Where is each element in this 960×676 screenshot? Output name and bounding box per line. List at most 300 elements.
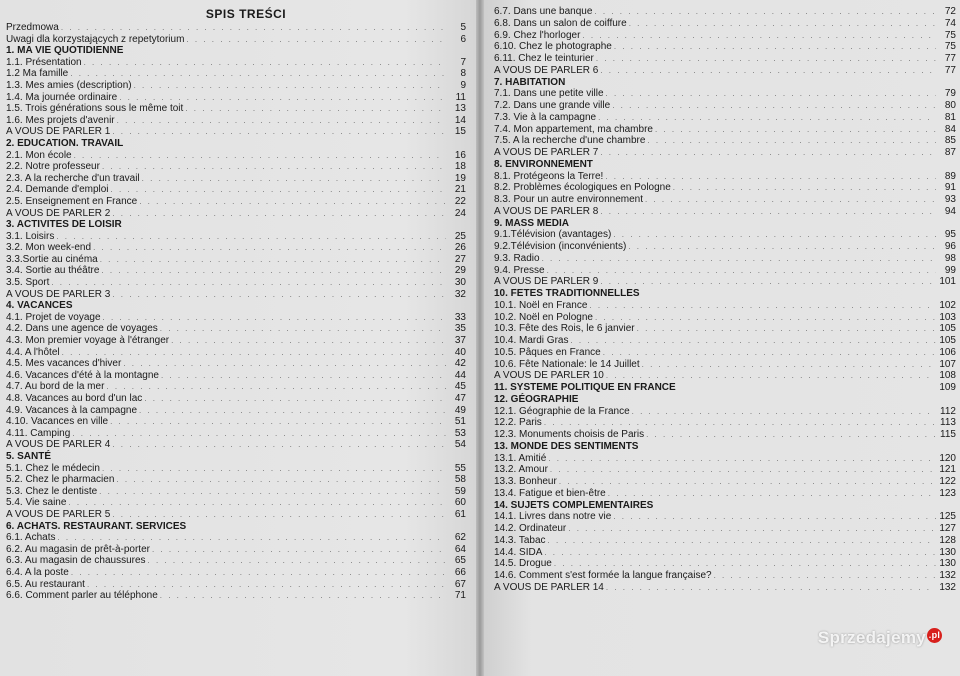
toc-entry-title: 14.1. Livres dans notre vie (494, 511, 612, 523)
toc-entry-page: 112 (940, 405, 956, 417)
toc-section-heading (494, 394, 956, 406)
toc-entry-title: 6.5. Au restaurant (6, 578, 85, 590)
toc-section-heading (6, 219, 466, 231)
toc-entry-title: 2.2. Notre professeur (6, 161, 100, 173)
toc-section-heading (494, 218, 956, 230)
toc-entry-title: 5.1. Chez le médecin (6, 462, 100, 474)
toc-list-left (6, 22, 466, 602)
toc-entry-page: 9 (460, 79, 466, 91)
dot-leader (547, 265, 936, 277)
toc-entry-page: 44 (454, 369, 466, 381)
toc-entry-page: 55 (454, 462, 466, 474)
toc-list-right (494, 6, 956, 594)
toc-entry (6, 92, 466, 104)
dot-leader (642, 359, 936, 371)
toc-entry-page: 35 (454, 323, 466, 335)
toc-entry (494, 335, 956, 347)
toc-section-heading (494, 288, 956, 300)
dot-leader (614, 41, 936, 53)
toc-entry-page: 16 (454, 149, 466, 161)
toc-section-heading (494, 77, 956, 89)
dot-leader (62, 347, 446, 359)
toc-entry (494, 18, 956, 30)
dot-leader (647, 135, 936, 147)
toc-entry (494, 65, 956, 77)
toc-section-heading (494, 441, 956, 453)
toc-entry (494, 300, 956, 312)
dot-leader (93, 242, 446, 254)
dot-leader (100, 254, 446, 266)
watermark (818, 628, 942, 648)
toc-entry-page: 93 (944, 194, 956, 205)
toc-entry-title: A VOUS DE PARLER 8 (494, 205, 599, 217)
toc-entry-title: 1.3. Mes amies (description) (6, 79, 132, 91)
dot-leader (542, 253, 936, 265)
toc-entry-title: 3.1. Loisirs (6, 230, 55, 242)
toc-entry-title: 4.3. Mon premier voyage à l'étranger (6, 335, 170, 347)
toc-entry-title: 12.2. Paris (494, 417, 542, 429)
toc-entry-page: 71 (454, 590, 466, 602)
toc-entry (6, 150, 466, 162)
dot-leader (56, 231, 446, 243)
toc-entry-title: 1.1. Présentation (6, 56, 82, 68)
toc-entry-title: A VOUS DE PARLER 9 (494, 276, 599, 288)
toc-entry-page: 33 (454, 311, 466, 323)
toc-entry-title: 3.5. Sport (6, 277, 50, 289)
toc-entry-title: Uwagi dla korzystających z repetytorium (6, 33, 185, 45)
toc-entry-page: 81 (944, 111, 956, 123)
toc-section-heading (494, 382, 956, 394)
toc-entry-page: 101 (939, 276, 956, 288)
dot-leader (161, 370, 446, 382)
toc-entry (6, 184, 466, 196)
toc-section-heading (6, 300, 466, 312)
dot-leader (570, 335, 936, 347)
toc-entry-title: 14.2. Ordinateur (494, 523, 567, 534)
toc-entry-page: 25 (454, 230, 466, 242)
toc-entry-page: 40 (454, 346, 466, 358)
toc-entry-title: 6.4. A la poste (6, 566, 69, 578)
toc-entry-page: 30 (454, 277, 466, 289)
toc-entry-title: Przedmowa (6, 22, 59, 33)
toc-entry (6, 370, 466, 382)
toc-entry (494, 135, 956, 147)
dot-leader (119, 92, 446, 104)
toc-entry-title: A VOUS DE PARLER 10 (494, 370, 604, 382)
dot-leader (646, 429, 936, 441)
dot-leader (106, 381, 446, 393)
toc-entry (6, 590, 466, 602)
toc-entry-title: 13.3. Bonheur (494, 476, 557, 487)
toc-entry (494, 53, 956, 65)
dot-leader (600, 65, 936, 77)
toc-entry-title: 13.4. Fatigue et bien-être (494, 487, 606, 499)
toc-entry (6, 312, 466, 324)
toc-entry-title: 13. MONDE DES SENTIMENTS (494, 440, 639, 452)
toc-entry-page: 123 (939, 487, 956, 499)
toc-entry-title: 5.4. Vie saine (6, 497, 67, 509)
toc-entry (6, 439, 466, 451)
toc-entry-page: 132 (939, 570, 956, 581)
toc-entry (494, 359, 956, 371)
toc-entry (6, 242, 466, 254)
toc-entry-page: 45 (454, 381, 466, 393)
toc-entry-title: 4.7. Au bord de la mer (6, 381, 105, 393)
toc-entry-page: 102 (939, 299, 956, 311)
toc-entry-title: A VOUS DE PARLER 2 (6, 207, 111, 219)
toc-entry (6, 544, 466, 556)
toc-entry-title: 12.1. Géographie de la France (494, 405, 630, 417)
toc-entry-page: 5 (460, 22, 466, 33)
toc-entry (494, 147, 956, 159)
toc-entry-title: 14.5. Drogue (494, 558, 552, 570)
toc-entry (6, 555, 466, 567)
toc-entry-title: 4.1. Projet de voyage (6, 311, 101, 323)
toc-entry-title: 2. EDUCATION. TRAVAIL (6, 137, 124, 149)
toc-entry (6, 497, 466, 509)
toc-entry (494, 312, 956, 324)
toc-entry (494, 194, 956, 206)
toc-entry-title: 4.10. Vacances en ville (6, 416, 109, 428)
toc-entry-title: 6.8. Dans un salon de coiffure (494, 17, 627, 29)
toc-entry (494, 253, 956, 265)
toc-entry-page: 72 (944, 6, 956, 17)
toc-entry-title: 9.2.Télévision (inconvénients) (494, 241, 627, 252)
toc-section-heading (494, 500, 956, 512)
toc-entry-title: 7.3. Vie à la campagne (494, 111, 597, 123)
toc-entry (494, 112, 956, 124)
toc-entry-page: 89 (944, 170, 956, 182)
toc-entry-title: 8. ENVIRONNEMENT (494, 158, 593, 170)
toc-entry-page: 127 (939, 523, 956, 534)
toc-entry-page: 21 (454, 184, 466, 196)
toc-entry-page: 99 (944, 264, 956, 276)
toc-entry (6, 103, 466, 115)
toc-entry (494, 417, 956, 429)
toc-entry-page: 42 (454, 358, 466, 370)
toc-entry-page: 15 (454, 126, 466, 138)
toc-entry-page: 29 (454, 265, 466, 277)
toc-entry (494, 100, 956, 112)
toc-entry-title: 2.3. A la recherche d'un travail (6, 172, 140, 184)
toc-entry-title: 1.4. Ma journée ordinaire (6, 91, 118, 103)
toc-entry (6, 428, 466, 440)
toc-entry-page: 79 (944, 88, 956, 100)
toc-entry-page: 59 (454, 485, 466, 497)
dot-leader (139, 196, 446, 208)
toc-entry-title: 1.6. Mes projets d'avenir (6, 114, 115, 126)
dot-leader (544, 417, 936, 429)
dot-leader (632, 406, 936, 418)
toc-entry-page: 27 (454, 253, 466, 265)
toc-title: SPIS TREŚCI (205, 7, 287, 21)
toc-entry-page: 54 (454, 439, 466, 451)
toc-entry-title: 9.4. Presse (494, 264, 545, 276)
toc-entry-title: 1. MA VIE QUOTIDIENNE (6, 45, 124, 57)
dot-leader (550, 464, 936, 476)
toc-entry-title: 1.2 Ma famille (6, 68, 69, 80)
toc-entry-page: 75 (944, 41, 956, 53)
toc-entry-page: 8 (460, 68, 466, 80)
toc-entry-title: 14.6. Comment s'est formée la langue française? (494, 570, 712, 581)
toc-entry-page: 22 (454, 195, 466, 207)
toc-entry-title: 9.1.Télévision (avantages) (494, 229, 612, 241)
toc-entry (6, 126, 466, 138)
toc-entry-title: 6.7. Dans une banque (494, 6, 593, 17)
dot-leader (112, 439, 446, 451)
dot-leader (103, 312, 446, 324)
toc-entry (6, 22, 466, 34)
dot-leader (603, 347, 936, 359)
toc-entry (6, 486, 466, 498)
toc-entry-page: 113 (940, 417, 956, 429)
left-page (0, 0, 476, 676)
toc-entry-title: 5. SANTÉ (6, 450, 52, 462)
toc-entry (6, 358, 466, 370)
toc-entry-title: 6.11. Chez le teinturier (494, 53, 594, 64)
toc-entry-page: 49 (454, 404, 466, 416)
dot-leader (71, 567, 446, 579)
toc-entry (494, 429, 956, 441)
toc-entry-title: 10.5. Pâques en France (494, 346, 601, 358)
watermark-suffix: .pl (927, 628, 942, 643)
toc-entry-title: 3. ACTIVITES DE LOISIR (6, 219, 122, 231)
toc-entry (494, 88, 956, 100)
dot-leader (112, 126, 446, 138)
dot-leader (629, 18, 936, 30)
toc-entry-title: 6.10. Chez le photographe (494, 41, 612, 53)
toc-entry-title: 4.5. Mes vacances d'hiver (6, 358, 122, 370)
toc-entry-page: 37 (454, 335, 466, 347)
toc-entry (6, 34, 466, 46)
toc-entry-page: 109 (939, 382, 956, 393)
dot-leader (594, 6, 936, 18)
dot-leader (613, 511, 936, 523)
dot-leader (116, 474, 446, 486)
toc-entry-page: 91 (944, 182, 956, 194)
toc-entry-page: 106 (939, 346, 956, 358)
dot-leader (61, 22, 446, 34)
toc-entry-page: 108 (939, 370, 956, 382)
toc-entry-title: 10.6. Fête Nationale: le 14 Juillet (494, 358, 640, 370)
toc-entry (6, 208, 466, 220)
toc-entry-title: 4.6. Vacances d'été à la montagne (6, 369, 159, 381)
dot-leader (112, 208, 446, 220)
toc-entry-title: 4. VACANCES (6, 300, 73, 312)
dot-leader (72, 428, 446, 440)
toc-section-heading (6, 451, 466, 463)
toc-entry-title: 11. SYSTEME POLITIQUE EN FRANCE (494, 382, 676, 393)
toc-entry-page: 7 (460, 56, 466, 68)
dot-leader (655, 124, 936, 136)
dot-leader (605, 171, 936, 183)
toc-entry-page: 80 (944, 100, 956, 111)
toc-entry-title: 8.2. Problèmes écologiques en Pologne (494, 182, 671, 194)
toc-entry-title: 10.4. Mardi Gras (494, 335, 569, 346)
dot-leader (554, 558, 936, 570)
toc-entry (6, 532, 466, 544)
toc-entry (494, 523, 956, 535)
toc-entry-page: 14 (454, 114, 466, 126)
toc-entry-page: 98 (944, 252, 956, 264)
toc-entry-title: 6.3. Au magasin de chaussures (6, 555, 146, 567)
toc-entry-title: 7.5. A la recherche d'une chambre (494, 135, 646, 147)
toc-entry-title: 6.9. Chez l'horloger (494, 29, 581, 41)
toc-entry-title: 6.2. Au magasin de prêt-à-porter (6, 543, 150, 555)
dot-leader (68, 497, 446, 509)
toc-entry-page: 74 (944, 17, 956, 29)
toc-entry-page: 24 (454, 207, 466, 219)
toc-entry-title: 4.9. Vacances à la campagne (6, 404, 138, 416)
toc-entry-title: 14. SUJETS COMPLEMENTAIRES (494, 499, 654, 511)
dot-leader (112, 289, 446, 301)
toc-entry (494, 511, 956, 523)
dot-leader (123, 358, 446, 370)
toc-entry-page: 107 (939, 358, 956, 370)
toc-entry-page: 120 (939, 452, 956, 464)
toc-entry-title: 7.2. Dans une grande ville (494, 100, 611, 111)
toc-entry-page: 130 (939, 546, 956, 558)
toc-entry-page: 115 (940, 429, 956, 440)
toc-entry (494, 347, 956, 359)
dot-leader (606, 88, 936, 100)
toc-entry (6, 416, 466, 428)
toc-entry-page: 66 (454, 566, 466, 578)
dot-leader (628, 241, 936, 253)
toc-entry-page: 67 (454, 578, 466, 590)
toc-entry-page: 32 (454, 288, 466, 300)
toc-entry-page: 51 (454, 416, 466, 428)
dot-leader (111, 184, 446, 196)
toc-entry-page: 96 (944, 241, 956, 252)
dot-leader (134, 80, 446, 92)
toc-entry-page: 26 (454, 242, 466, 254)
dot-leader (714, 570, 936, 582)
watermark-text: Sprzedajemy (817, 628, 926, 647)
toc-entry (6, 277, 466, 289)
toc-entry (494, 488, 956, 500)
toc-entry (494, 124, 956, 136)
toc-entry-title: 6.6. Comment parler au téléphone (6, 590, 158, 602)
toc-entry (494, 276, 956, 288)
toc-entry (494, 41, 956, 53)
dot-leader (51, 277, 446, 289)
toc-entry-page: 105 (939, 335, 956, 346)
toc-entry (494, 30, 956, 42)
dot-leader (600, 276, 936, 288)
dot-leader (544, 547, 936, 559)
toc-entry-title: 6. ACHATS. RESTAURANT. SERVICES (6, 520, 187, 532)
toc-entry-page: 13 (454, 103, 466, 115)
toc-entry-title: 8.3. Pour un autre environnement (494, 194, 643, 205)
toc-entry (494, 476, 956, 488)
toc-entry-title: 9.3. Radio (494, 252, 540, 264)
toc-entry-title: 10.2. Noël en Pologne (494, 311, 593, 323)
dot-leader (144, 393, 446, 405)
toc-entry-page: 105 (939, 323, 956, 335)
toc-entry (494, 171, 956, 183)
toc-entry-page: 65 (454, 555, 466, 567)
toc-entry-page: 61 (454, 508, 466, 520)
toc-entry-title: 2.4. Demande d'emploi (6, 184, 109, 196)
dot-leader (596, 53, 936, 65)
toc-entry-title: 3.4. Sortie au théâtre (6, 265, 100, 277)
dot-leader (548, 453, 936, 465)
dot-leader (102, 463, 446, 475)
toc-entry (6, 254, 466, 266)
dot-leader (673, 182, 936, 194)
toc-entry-title: 1.5. Trois générations sous le même toit (6, 103, 184, 115)
toc-entry-title: 9. MASS MEDIA (494, 217, 570, 229)
toc-entry (6, 231, 466, 243)
toc-entry (494, 558, 956, 570)
toc-entry (6, 509, 466, 521)
dot-leader (171, 335, 446, 347)
toc-entry-title: 5.3. Chez le dentiste (6, 485, 98, 497)
toc-entry (494, 265, 956, 277)
dot-leader (117, 115, 446, 127)
toc-entry-title: A VOUS DE PARLER 3 (6, 288, 111, 300)
toc-entry-page: 125 (939, 511, 956, 523)
toc-entry-title: 13.1. Amitié (494, 452, 547, 464)
toc-entry-page: 85 (944, 135, 956, 147)
toc-entry (6, 381, 466, 393)
toc-entry (494, 370, 956, 382)
toc-entry-page: 75 (944, 29, 956, 41)
toc-entry (6, 173, 466, 185)
toc-entry-page: 19 (454, 172, 466, 184)
toc-entry-title: 2.5. Enseignement en France (6, 195, 138, 207)
dot-leader (110, 416, 446, 428)
dot-leader (185, 103, 446, 115)
toc-entry-title: 8.1. Protégeons la Terre! (494, 170, 604, 182)
dot-leader (582, 30, 936, 42)
toc-entry (6, 463, 466, 475)
dot-leader (600, 147, 936, 159)
toc-entry (494, 453, 956, 465)
toc-entry-page: 77 (944, 53, 956, 64)
toc-entry (6, 474, 466, 486)
toc-entry-title: 4.8. Vacances au bord d'un lac (6, 393, 143, 404)
toc-entry-page: 128 (939, 534, 956, 546)
dot-leader (608, 488, 936, 500)
toc-entry (494, 535, 956, 547)
toc-entry (494, 547, 956, 559)
dot-leader (568, 523, 936, 535)
toc-entry-page: 121 (939, 464, 956, 476)
toc-entry (6, 115, 466, 127)
toc-entry-title: 4.11. Camping (6, 427, 71, 439)
dot-leader (57, 532, 446, 544)
toc-section-heading (6, 521, 466, 533)
dot-leader (160, 590, 446, 602)
book-gutter (476, 0, 484, 676)
toc-entry-title: 7.1. Dans une petite ville (494, 88, 604, 100)
toc-entry (6, 579, 466, 591)
toc-entry-page: 53 (454, 427, 466, 439)
toc-entry-title: 6.1. Achats (6, 532, 56, 544)
dot-leader (589, 300, 936, 312)
toc-entry-title: 14.3. Tabac (494, 534, 546, 546)
toc-entry (6, 567, 466, 579)
toc-entry-page: 62 (454, 532, 466, 544)
dot-leader (612, 100, 936, 112)
dot-leader (637, 323, 936, 335)
dot-leader (102, 161, 446, 173)
toc-entry (6, 289, 466, 301)
toc-entry-title: 2.1. Mon école (6, 149, 72, 161)
dot-leader (152, 544, 446, 556)
